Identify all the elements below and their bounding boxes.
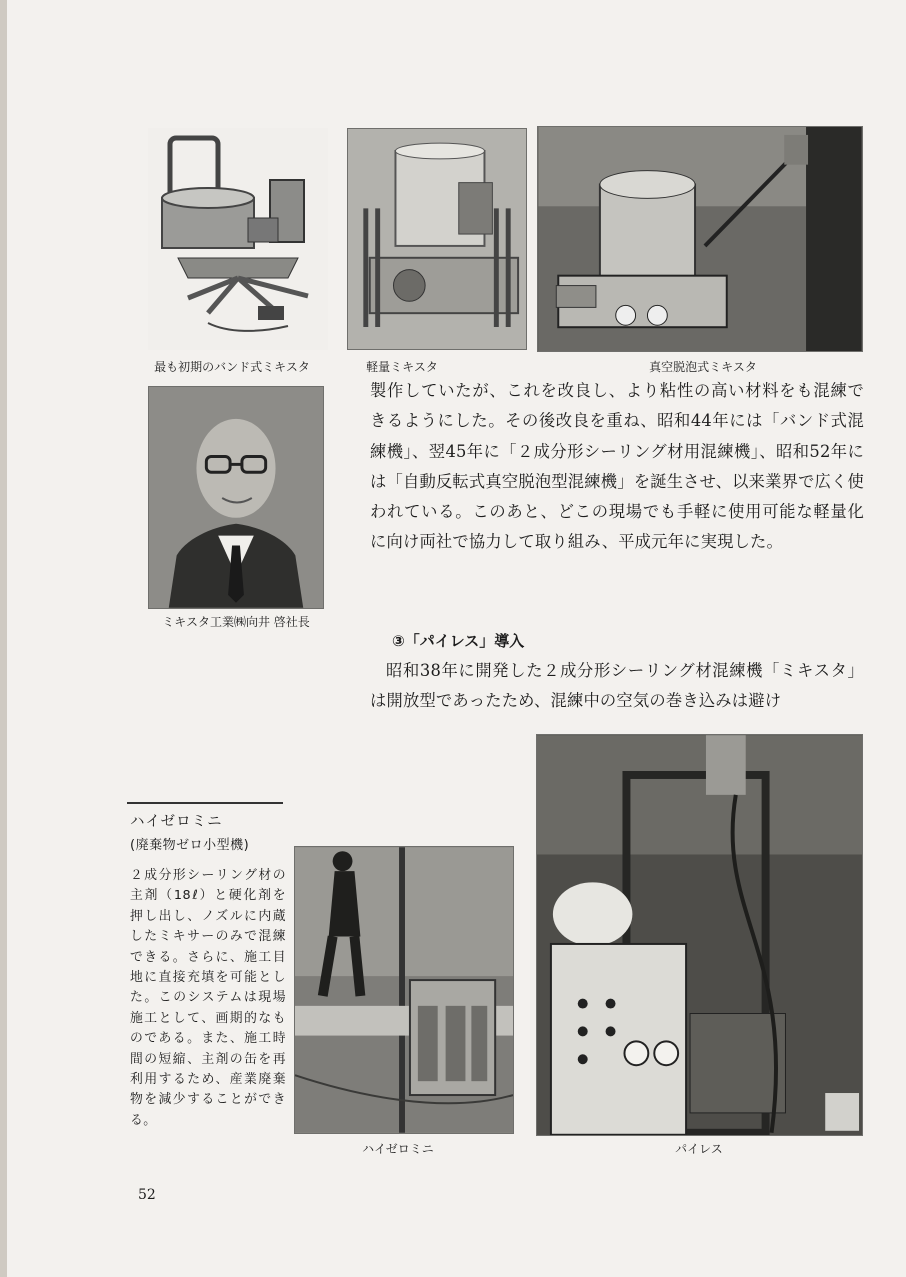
caption-band-mixer: 最も初期のバンド式ミキスタ: [154, 360, 310, 374]
sidebar-body: ２成分形シーリング材の主剤（18ℓ）と硬化剤を押し出し、ノズルに内蔵したミキサーのみで混練できる。さらに、施工目地に直接充填を可能とした。このシステムは現場施工として、画期的なものである。また、施工時間の短縮、主剤の缶を再利用するため、産業廃棄物を減少することができる。: [130, 868, 286, 1128]
portrait-illustration: [149, 387, 323, 608]
photo-portrait: [148, 386, 324, 609]
sidebar-title: ハイゼロミニ: [130, 814, 223, 830]
sidebar-rule: [127, 802, 283, 804]
photo-pailess: [536, 734, 863, 1136]
photo-hizeromini: [294, 846, 514, 1134]
pailess-illustration: [537, 735, 862, 1135]
page-binding-edge: [0, 0, 7, 1277]
photo-light-mixer: [347, 128, 527, 350]
caption-hizeromini: ハイゼロミニ: [362, 1142, 434, 1156]
vacuum-mixer-illustration: [538, 127, 862, 351]
light-mixer-illustration: [348, 129, 526, 349]
article-paragraph-2: 昭和38年に開発した２成分形シーリング材混練機「ミキスタ」は開放型であったため、混練中の空気の巻き込みは避け: [370, 661, 864, 711]
article-paragraph-1: 製作していたが、これを改良し、より粘性の高い材料をも混練できるようにした。その後改良を重ね、昭和44年には「バンド式混練機」、翌45年に「２成分形シーリング材用混練機」、昭和52年には「自動反転式真空脱泡型混練機」を誕生させ、以来業界で広く使われている。このあと、どこの現場でも手軽に使用可能な軽量化に向け両社で協力して取り組み、平成元年に実現した。: [370, 381, 864, 552]
section-heading: ③「パイレス」導入: [392, 632, 525, 650]
hizeromini-illustration: [295, 847, 513, 1133]
sidebar-subtitle: (廃棄物ゼロ小型機): [130, 838, 250, 853]
page-number: 52: [138, 1187, 156, 1203]
band-mixer-illustration: [148, 128, 328, 350]
caption-light-mixer: 軽量ミキスタ: [366, 360, 438, 374]
caption-portrait: ミキスタ工業㈱向井 啓社長: [162, 615, 310, 629]
caption-vacuum-mixer: 真空脱泡式ミキスタ: [649, 360, 757, 374]
caption-pailess: パイレス: [675, 1142, 723, 1156]
photo-band-mixer: [148, 128, 328, 350]
photo-vacuum-mixer: [537, 126, 863, 352]
